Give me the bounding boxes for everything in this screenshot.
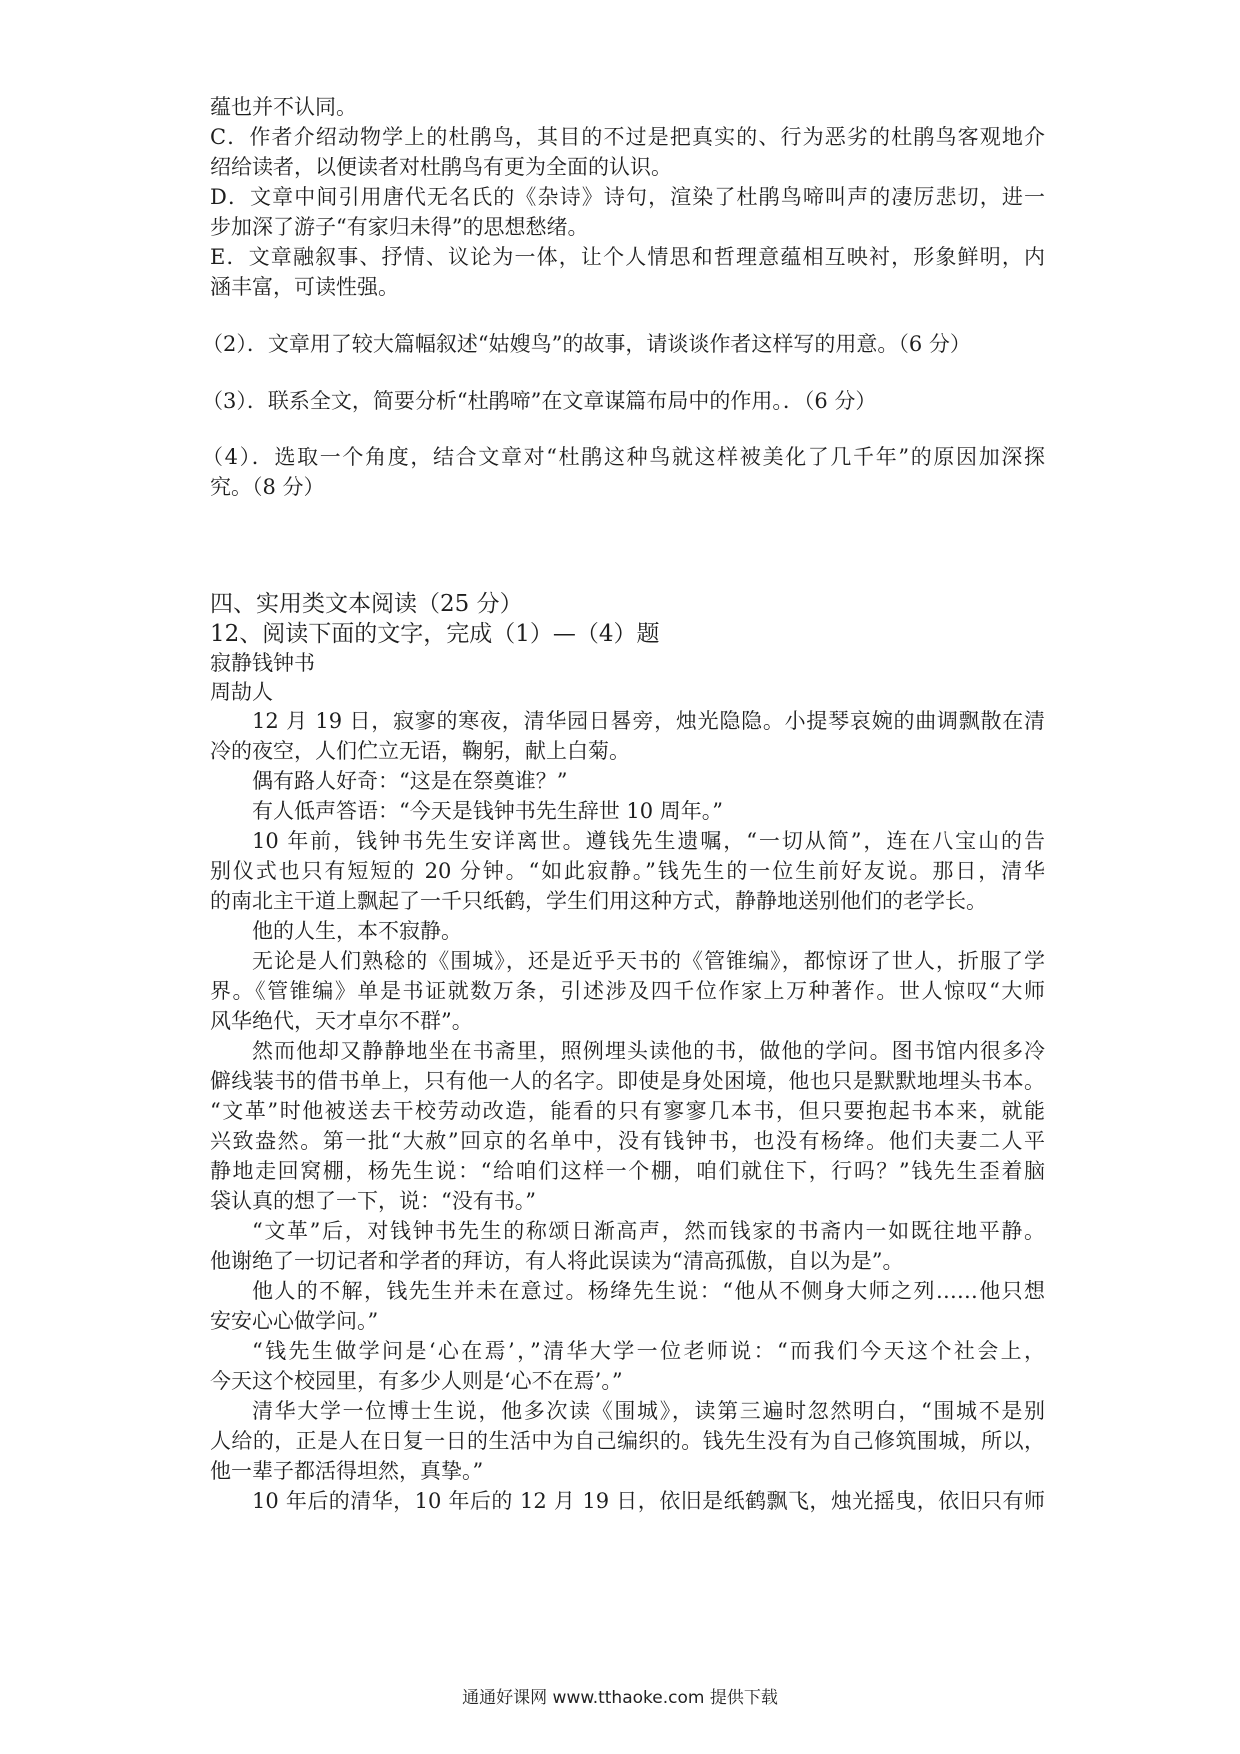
article-author: 周劼人 bbox=[210, 680, 273, 704]
paragraph-line: 清华大学一位博士生说，他多次读《围城》，读第三遍时忽然明白，“围城不是别 bbox=[252, 1399, 1045, 1423]
text-line: 绍给读者，以便读者对杜鹃鸟有更为全面的认识。 bbox=[210, 155, 672, 179]
paragraph-line: 冷的夜空，人们伫立无语，鞠躬，献上白菊。 bbox=[210, 739, 630, 763]
paragraph-line: 今天这个校园里，有多少人则是‘心不在焉’。” bbox=[210, 1369, 623, 1393]
text-line: 涵丰富，可读性强。 bbox=[210, 275, 399, 299]
paragraph-line: 他谢绝了一切记者和学者的拜访，有人将此误读为“清高孤傲，自以为是”。 bbox=[210, 1249, 904, 1273]
paragraph-line: “文革”时他被送去干校劳动改造，能看的只有寥寥几本书，但只要抱起书本来，就能 bbox=[210, 1099, 1045, 1123]
question-2: （2）．文章用了较大篇幅叙述“姑嫂鸟”的故事，请谈谈作者这样写的用意。（6 分） bbox=[202, 332, 971, 356]
article-title: 寂静钱钟书 bbox=[210, 651, 315, 675]
paragraph-line: 有人低声答语：“今天是钱钟书先生辞世 10 周年。” bbox=[252, 799, 724, 823]
text-line: 步加深了游子“有家归未得”的思想愁绪。 bbox=[210, 215, 589, 239]
paragraph-line: 袋认真的想了一下，说：“没有书。” bbox=[210, 1189, 536, 1213]
paragraph-line: “文革”后，对钱钟书先生的称颂日渐高声，然而钱家的书斋内一如既往地平静。 bbox=[252, 1219, 1045, 1243]
paragraph-line: 僻线装书的借书单上，只有他一人的名字。即使是身处困境，他也只是默默地埋头书本。 bbox=[210, 1069, 1045, 1093]
paragraph-line: 他人的不解，钱先生并未在意过。杨绛先生说：“他从不侧身大师之列……他只想 bbox=[252, 1279, 1045, 1303]
paragraph-line: 界。《管锥编》单是书证就数万条，引述涉及四千位作家上万种著作。世人惊叹“大师 bbox=[210, 979, 1045, 1003]
page-footer: 通通好课网 www.tthaoke.com 提供下载 bbox=[462, 1688, 778, 1708]
text-line: 究。（8 分） bbox=[210, 475, 325, 499]
question-4: （4）．选取一个角度，结合文章对“杜鹃这种鸟就这样被美化了几千年”的原因加深探 bbox=[202, 445, 1045, 469]
paragraph-line: 偶有路人好奇：“这是在祭奠谁？” bbox=[252, 769, 568, 793]
paragraph-line: 兴致盎然。第一批“大赦”回京的名单中，没有钱钟书，也没有杨绛。他们夫妻二人平 bbox=[210, 1129, 1045, 1153]
paragraph-line: 10 年前，钱钟书先生安详离世。遵钱先生遗嘱，“一切从简”，连在八宝山的告 bbox=[252, 829, 1045, 853]
section-heading: 四、实用类文本阅读（25 分） bbox=[210, 591, 523, 617]
paragraph-line: 10 年后的清华，10 年后的 12 月 19 日，依旧是纸鹤飘飞，烛光摇曳，依旧只有师 bbox=[252, 1489, 1045, 1513]
option-d-line: D．文章中间引用唐代无名氏的《杂诗》诗句，渲染了杜鹃鸟啼叫声的凄厉悲切，进一 bbox=[210, 185, 1045, 209]
paragraph-line: 的南北主干道上飘起了一千只纸鹤，学生们用这种方式，静静地送别他们的老学长。 bbox=[210, 889, 987, 913]
option-e-line: E．文章融叙事、抒情、议论为一体，让个人情思和哲理意蕴相互映衬，形象鲜明，内 bbox=[210, 245, 1045, 269]
paragraph-line: 静地走回窝棚，杨先生说：“给咱们这样一个棚，咱们就住下，行吗？”钱先生歪着脑 bbox=[210, 1159, 1045, 1183]
paragraph-line: 他的人生，本不寂静。 bbox=[252, 919, 462, 943]
paragraph-line: 他一辈子都活得坦然，真挚。” bbox=[210, 1459, 484, 1483]
paragraph-line: 人给的，正是人在日复一日的生活中为自己编织的。钱先生没有为自己修筑围城，所以， bbox=[210, 1429, 1045, 1453]
paragraph-line: 别仪式也只有短短的 20 分钟。“如此寂静。”钱先生的一位生前好友说。那日，清华 bbox=[210, 859, 1045, 883]
paragraph-line: 无论是人们熟稔的《围城》，还是近乎天书的《管锥编》，都惊讶了世人，折服了学 bbox=[252, 949, 1045, 973]
text-line: 蕴也并不认同。 bbox=[210, 95, 357, 119]
paragraph-line: 风华绝代，天才卓尔不群”。 bbox=[210, 1009, 473, 1033]
paragraph-line: 安安心心做学问。” bbox=[210, 1309, 379, 1333]
question-12-prompt: 12、阅读下面的文字，完成（1）—（4）题 bbox=[210, 621, 660, 647]
paragraph-line: 然而他却又静静地坐在书斋里，照例埋头读他的书，做他的学问。图书馆内很多冷 bbox=[252, 1039, 1045, 1063]
paragraph-line: 12 月 19 日，寂寥的寒夜，清华园日晷旁，烛光隐隐。小提琴哀婉的曲调飘散在清 bbox=[252, 709, 1045, 733]
paragraph-line: “钱先生做学问是‘心在焉’，”清华大学一位老师说：“而我们今天这个社会上， bbox=[252, 1339, 1045, 1363]
question-3: （3）．联系全文，简要分析“杜鹃啼”在文章谋篇布局中的作用。．（6 分） bbox=[202, 389, 877, 413]
option-c-line: C．作者介绍动物学上的杜鹃鸟，其目的不过是把真实的、行为恶劣的杜鹃鸟客观地介 bbox=[210, 125, 1045, 149]
